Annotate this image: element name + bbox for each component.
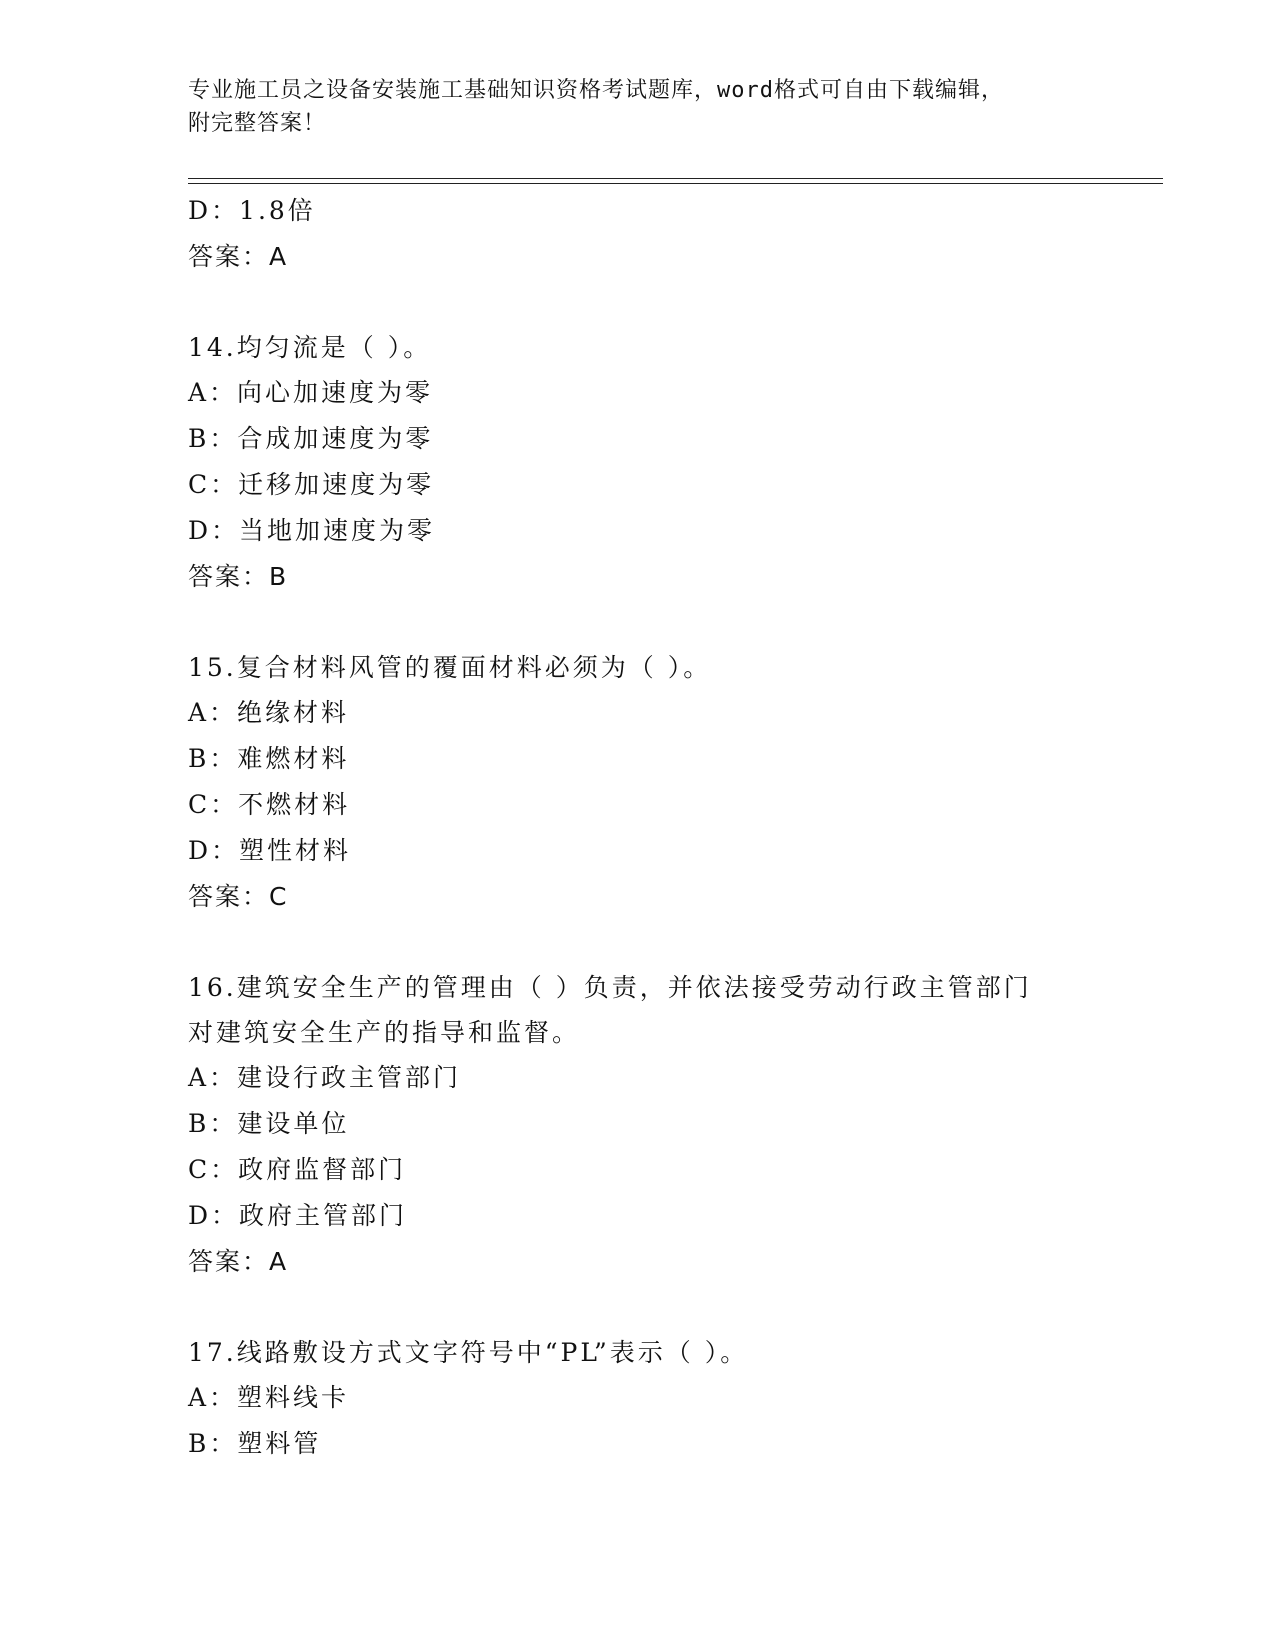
spacer [188,280,1168,325]
option-b: B：建设单位 [188,1109,350,1138]
header-title-line-2: 附完整答案！ [188,111,327,136]
answer-fragment: 答案：A [188,242,289,271]
spacer [188,600,1168,645]
option-a: A：向心加速度为零 [188,378,434,407]
option-b: B：难燃材料 [188,744,350,773]
question-stem: 14.均匀流是（ ）。 [188,333,432,362]
option-d: D：当地加速度为零 [188,516,436,545]
option-a: A：塑料线卡 [188,1383,350,1412]
document-header [188,74,1088,140]
option-c: C：不燃材料 [188,790,351,819]
question-stem-line-2: 对建筑安全生产的指导和监督。 [188,1018,581,1047]
question-stem: 17.线路敷设方式文字符号中“PL”表示（ ）。 [188,1338,749,1367]
question-list [188,188,1168,1467]
option-b: B：塑料管 [188,1429,322,1458]
option-d: D：塑性材料 [188,836,352,865]
question-17 [188,1330,1168,1467]
spacer [188,1285,1168,1330]
question-16 [188,965,1168,1285]
answer: 答案：B [188,562,289,591]
question-14 [188,325,1168,600]
answer: 答案：C [188,882,289,911]
question-stem: 15.复合材料风管的覆面材料必须为（ ）。 [188,653,712,682]
option-c: C：政府监督部门 [188,1155,407,1184]
option-b: B：合成加速度为零 [188,424,434,453]
option-c: C：迁移加速度为零 [188,470,435,499]
answer: 答案：A [188,1247,289,1276]
option-a: A：绝缘材料 [188,698,350,727]
question-stem-line-1: 16.建筑安全生产的管理由（ ）负责，并依法接受劳动行政主管部门 [188,973,1032,1002]
option-d-fragment: D：1.8倍 [188,196,316,225]
option-a: A：建设行政主管部门 [188,1063,462,1092]
header-title-line-1: 专业施工员之设备安装施工基础知识资格考试题库，word格式可自由下载编辑， [188,78,1004,103]
spacer [188,920,1168,965]
option-d: D：政府主管部门 [188,1201,408,1230]
question-15 [188,645,1168,920]
header-divider [188,178,1163,184]
